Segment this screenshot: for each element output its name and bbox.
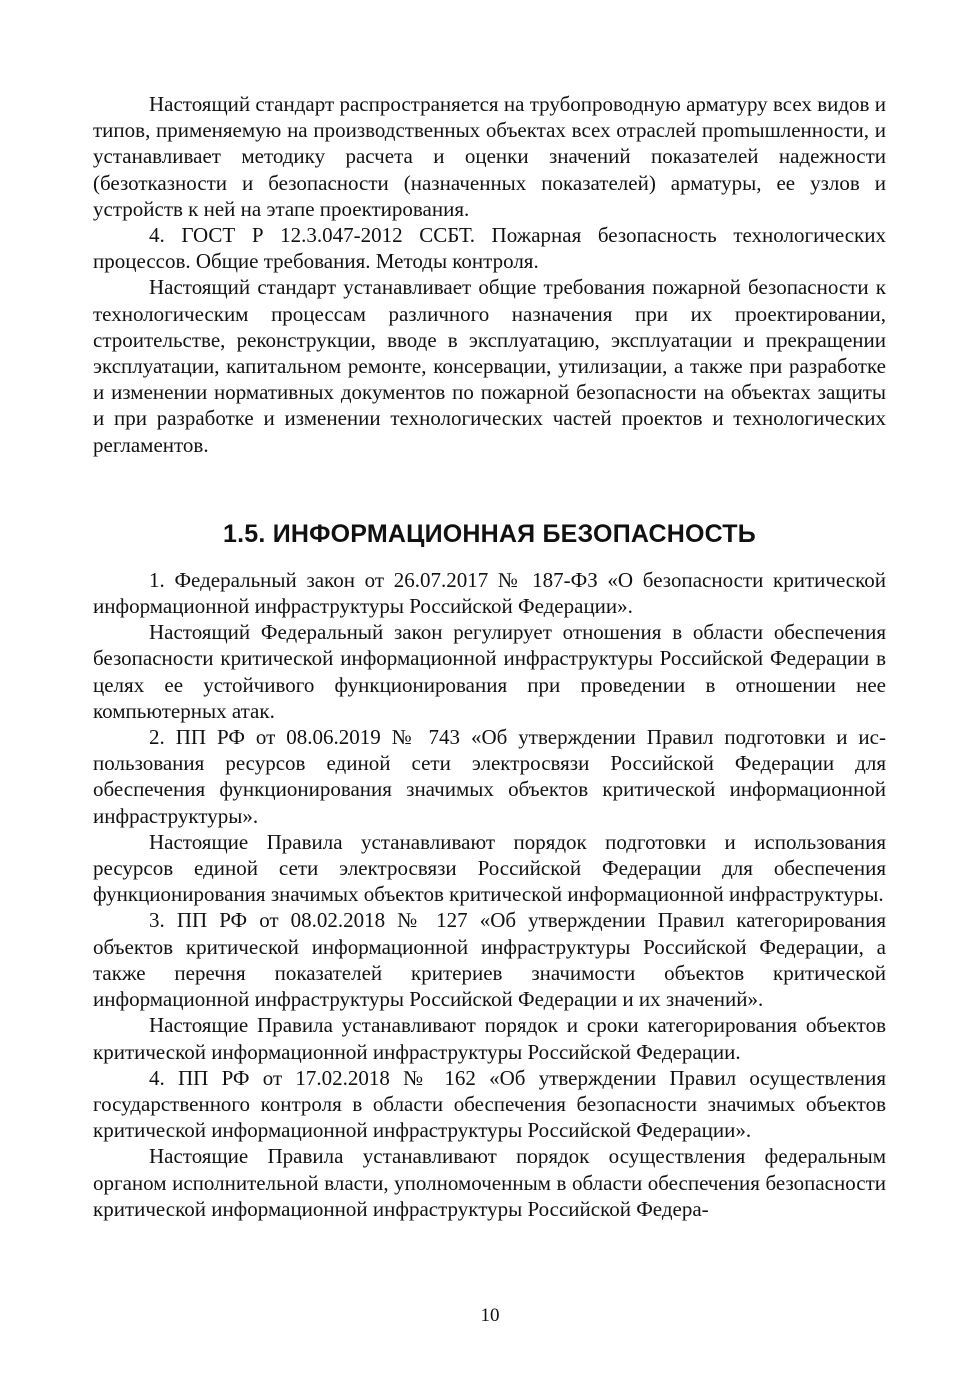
page-number: 10 (480, 1305, 500, 1326)
section-paragraph: Настоящие Правила устанавливают порядок и сроки категорирования объектов критической информационной инфраструктуры Российской Федерации. (93, 1013, 886, 1064)
section-heading: 1.5. ИНФОРМАЦИОННАЯ БЕЗОПАСНОСТЬ (223, 519, 756, 548)
section-paragraph: 2. ПП РФ от 08.06.2019 № 743 «Об утверждении Правил подготовки и использования ресурсов единой сети электросвязи Российской Федерации для обеспечения функционирования значимых объектов критической информационной инфраструктуры». (93, 725, 886, 828)
section-spacer (93, 458, 886, 519)
section-paragraph: 3. ПП РФ от 08.02.2018 № 127 «Об утверждении Правил категорирования объектов критической информационной инфраструктуры Российской Федерации, а также перечня показателей критериев значимости объектов критической информационной инфраструктуры Российской Федерации и их значений». (93, 908, 886, 1012)
intro-paragraph: Настоящий стандарт устанавливает общие требования пожарной безопасности к технологическим процессам различного назначения при их проектировании, строительстве, реконструкции, вводе в эксплуатацию, эксплуатации и прекращении эксплуатации, капитальном ремонте, консервации, утилизации, а также при разработке и изменении нормативных документов по пожарной безопасности на объектах защиты и при разработке и изменении технологических частей проектов и технологических регламентов. (93, 275, 886, 457)
intro-paragraph: Настоящий стандарт распространяется на трубопроводную арматуру всех видов и типов, применяемую на производственных объектах всех отраслей проmышленности, и устанавливает методику расчета и оценки значений показателей надежности (безотказности и безопасности (назначенных показателей) арматуры, ее узлов и устройств к ней на этапе проектирования. (93, 92, 886, 221)
section-paragraph: Настоящий Федеральный закон регулирует отношения в области обеспечения безопасности критической информационной инфраструктуры Российской Федерации в целях ее устойчивого функционирования при проведении в отношении нее компьютерных атак. (93, 620, 886, 723)
section-paragraph: Настоящие Правила устанавливают порядок осуществления федеральным органом исполнительной власти, уполномоченным в области обеспечения безопасности критической информационной инфраструктуры Российской Федера- (93, 1144, 886, 1221)
section-paragraph: 4. ПП РФ от 17.02.2018 № 162 «Об утверждении Правил осуществления государственного контроля в области обеспечения безопасности значимых объектов критической информационной инфраструктуры Российской Федерации». (93, 1065, 886, 1143)
heading-spacer (93, 549, 886, 567)
intro-paragraph: 4. ГОСТ Р 12.3.047-2012 ССБТ. Пожарная безопасность технологических процессов. Общие требования. Методы контроля. (93, 223, 886, 274)
section-paragraph: 1. Федеральный закон от 26.07.2017 № 187-ФЗ «О безопасности критической информационной инфраструктуры Российской Федерации». (93, 567, 886, 619)
document-page (93, 91, 886, 1222)
section-paragraph: Настоящие Правила устанавливают порядок подготовки и использования ресурсов единой сети электросвязи Российской Федерации для обеспечения функционирования значимых объектов критической информационной инфраструктуры. (93, 829, 886, 907)
